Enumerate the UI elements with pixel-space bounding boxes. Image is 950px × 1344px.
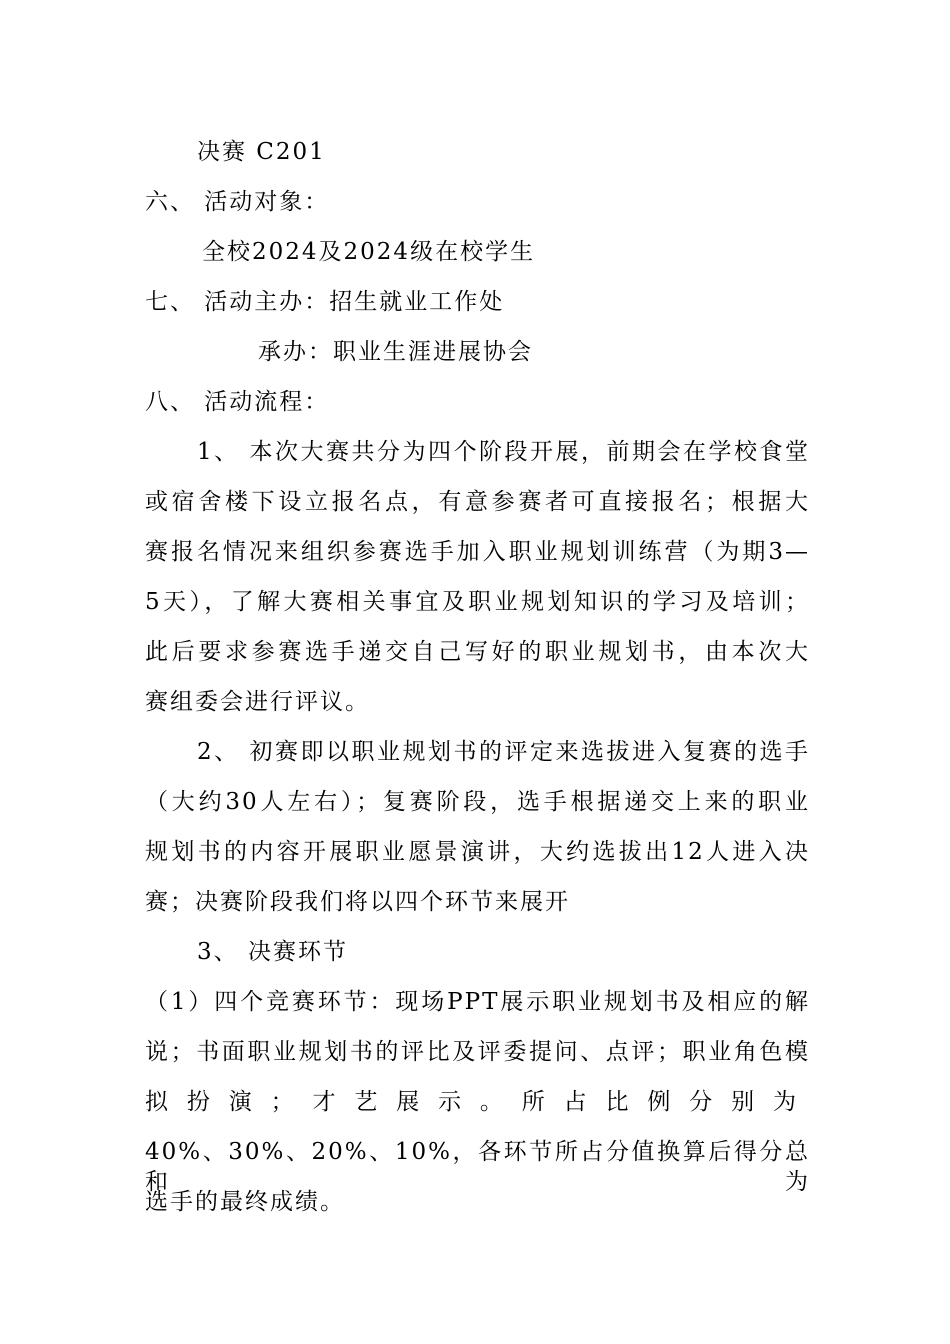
section-eight-heading: 八、 活动流程： [145, 389, 330, 415]
paragraph-line: 说；书面职业规划书的评比及评委提问、点评；职业角色模 [145, 1039, 810, 1065]
co-organizer-text: 承办：职业生涯进展协会 [258, 339, 533, 365]
paragraph-line: （大约30人左右）；复赛阶段，选手根据递交上来的职业 [145, 789, 810, 815]
paragraph-line: 40%、30%、20%、10%，各环节所占分值换算后得分总和为 [145, 1139, 810, 1195]
paragraph-line: 1、 本次大赛共分为四个阶段开展，前期会在学校食堂 [197, 439, 810, 465]
paragraph-line: 选手的最终成绩。 [145, 1189, 345, 1215]
paragraph-line: （1）四个竞赛环节：现场PPT展示职业规划书及相应的解 [145, 989, 810, 1015]
final-round-heading: 3、 决赛环节 [197, 939, 348, 965]
paragraph-line: 5天），了解大赛相关事宜及职业规划知识的学习及培训； [145, 589, 810, 615]
paragraph-line: 赛组委会进行评议。 [145, 689, 370, 715]
paragraph-line: 赛报名情况来组织参赛选手加入职业规划训练营（为期3— [145, 539, 810, 565]
paragraph-line: 2、 初赛即以职业规划书的评定来选拔进入复赛的选手 [197, 739, 810, 765]
paragraph-line: 或宿舍楼下设立报名点，有意参赛者可直接报名；根据大 [145, 489, 810, 515]
paragraph-line: 拟扮演；才艺展示。所占比例分别为 [145, 1089, 810, 1115]
paragraph-line: 规划书的内容开展职业愿景演讲，大约选拔出12人进入决 [145, 839, 810, 865]
target-audience-text: 全校2024及2024级在校学生 [202, 239, 536, 265]
paragraph-line: 赛；决赛阶段我们将以四个环节来展开 [145, 889, 570, 915]
final-venue-line: 决赛 C201 [197, 139, 326, 165]
section-six-heading: 六、 活动对象： [145, 189, 330, 215]
section-seven-heading: 七、 活动主办：招生就业工作处 [145, 289, 505, 315]
paragraph-line: 此后要求参赛选手递交自己写好的职业规划书，由本次大 [145, 639, 810, 665]
